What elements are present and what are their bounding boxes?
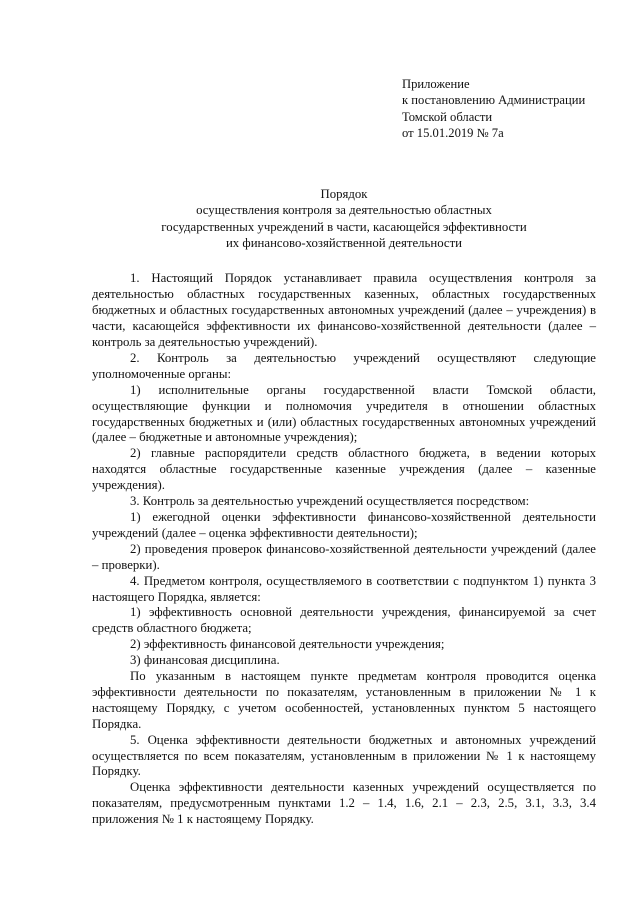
paragraph: По указанным в настоящем пункте предметам контроля проводится оценка эффективности деятельности по показателям, установленным в приложении № 1 к настоящему Порядку, с учетом особенностей, установленных пунктом 5 настоящего Порядка. [92, 669, 596, 731]
appendix-line: Приложение [402, 77, 470, 91]
paragraph: 1. Настоящий Порядок устанавливает правила осуществления контроля за деятельностью областных государственных казенных, областных государственных бюджетных и областных государственных автономных учреждений (далее – учреждения) в части, касающейся эффективности их финансово-хозяйственной деятельности (далее – контроль за деятельностью учреждений). [92, 271, 596, 349]
paragraph: 2) главные распорядители средств областного бюджета, в ведении которых находятся областные государственные казенные учреждения (далее – казенные учреждения). [92, 446, 596, 493]
paragraph: 1) эффективность основной деятельности учреждения, финансируемой за счет средств областного бюджета; [92, 605, 596, 636]
document-title [92, 186, 596, 251]
paragraph: 2) проведения проверок финансово-хозяйственной деятельности учреждений (далее – проверки). [92, 541, 596, 572]
paragraph: 2) эффективность финансовой деятельности учреждения; [130, 637, 445, 652]
paragraph: Оценка эффективности деятельности казенных учреждений осуществляется по показателям, предусмотренным пунктами 1.2 – 1.4, 1.6, 2.1 – 2.3, 2.5, 3.1, 3.3, 3.4 приложения № 1 к настоящему Порядку. [92, 780, 596, 827]
paragraph: 1) ежегодной оценки эффективности финансово-хозяйственной деятельности учреждений (далее – оценка эффективности деятельности); [92, 509, 596, 540]
paragraph: 5. Оценка эффективности деятельности бюджетных и автономных учреждений осуществляется по всем показателям, установленным в приложении № 1 к настоящему Порядку. [92, 732, 596, 779]
title-line: их финансово-хозяйственной деятельности [225, 236, 463, 251]
title-line: Порядок [320, 187, 368, 202]
appendix-header [402, 76, 596, 141]
appendix-line: от 15.01.2019 № 7а [402, 125, 504, 140]
title-line: государственных учреждений в части, касающейся эффективности [161, 219, 527, 234]
paragraph: 3. Контроль за деятельностью учреждений осуществляется посредством: [130, 494, 530, 509]
document-body [92, 271, 596, 828]
title-line: осуществления контроля за деятельностью областных [196, 203, 492, 218]
paragraph: 1) исполнительные органы государственной власти Томской области, осуществляющие функции и полномочия учредителя в отношении областных государственных бюджетных и (или) областных государственных автономных учреждений (далее – бюджетные и автономные учреждения); [92, 382, 596, 445]
paragraph: 4. Предметом контроля, осуществляемого в соответствии с подпунктом 1) пункта 3 настоящего Порядка, является: [92, 573, 596, 604]
paragraph: 2. Контроль за деятельностью учреждений осуществляют следующие уполномоченные органы: [92, 350, 596, 381]
appendix-line: к постановлению Администрации [402, 93, 586, 108]
paragraph: 3) финансовая дисциплина. [130, 653, 280, 668]
appendix-line: Томской области [402, 109, 493, 124]
